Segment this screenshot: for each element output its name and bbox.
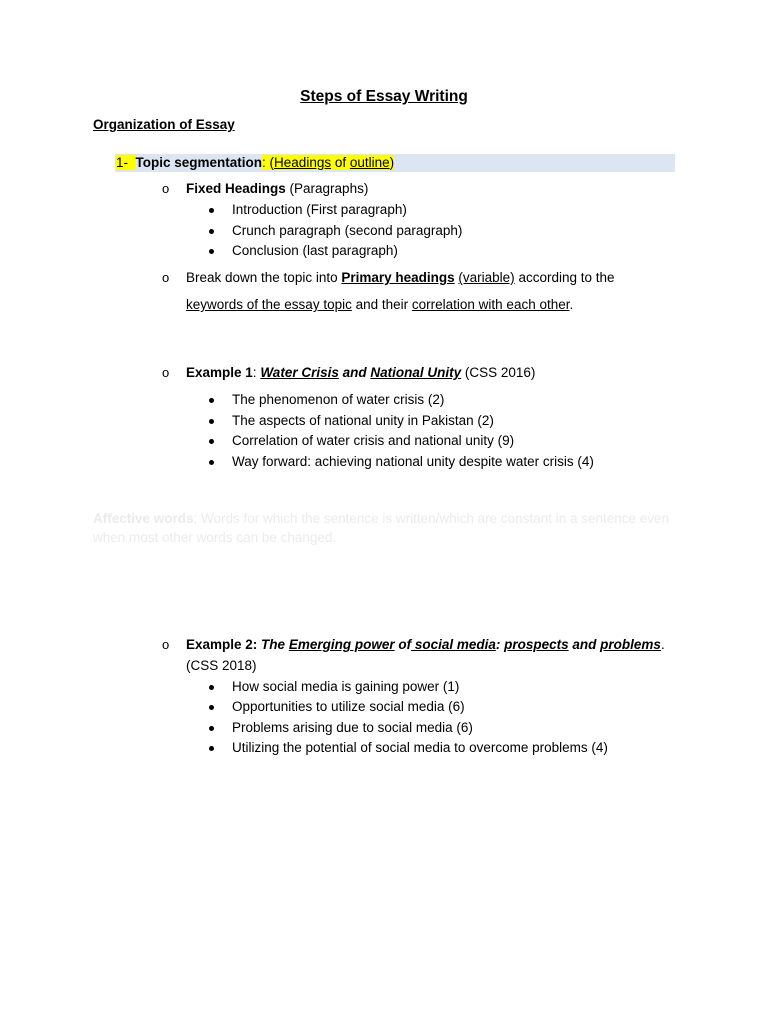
bullet-dot bbox=[209, 726, 214, 731]
period: . bbox=[660, 637, 665, 652]
list-item: Problems arising due to social media (6) bbox=[232, 720, 473, 735]
breakdown-line-2 bbox=[186, 297, 573, 312]
fixed-paren: (Paragraphs) bbox=[285, 181, 369, 196]
colon: : bbox=[495, 637, 505, 652]
bullet-dot bbox=[209, 685, 214, 690]
list-item: How social media is gaining power (1) bbox=[232, 679, 460, 694]
document-subtitle: Organization of Essay bbox=[93, 117, 235, 132]
and-text: and bbox=[338, 365, 371, 380]
list-item: Conclusion (last paragraph) bbox=[232, 243, 398, 258]
example2-label: Example 2: bbox=[186, 637, 262, 652]
correlation-text: correlation with each other bbox=[411, 297, 570, 312]
example2-css: (CSS 2018) bbox=[186, 658, 257, 673]
keywords-text: keywords of the essay topic bbox=[186, 297, 352, 312]
problems: problems bbox=[600, 637, 661, 652]
fixed-headings-line bbox=[186, 181, 368, 196]
list-item: The phenomenon of water crisis (2) bbox=[232, 392, 445, 407]
bullet-dot bbox=[209, 249, 214, 254]
colon: : bbox=[252, 365, 261, 380]
national-unity: National Unity bbox=[370, 365, 462, 380]
of-text: of bbox=[394, 637, 412, 652]
fixed-marker: o bbox=[162, 181, 170, 196]
affective-words-paragraph bbox=[93, 509, 683, 547]
topic-close: ) bbox=[389, 155, 395, 170]
bullet-dot bbox=[209, 705, 214, 710]
bullet-dot bbox=[209, 208, 214, 213]
breakdown-marker: o bbox=[162, 270, 170, 285]
period: . bbox=[569, 297, 574, 312]
topic-of: of bbox=[331, 155, 350, 170]
example1-line bbox=[186, 365, 535, 380]
topic-headings: Headings bbox=[274, 155, 332, 170]
breakdown-line-1 bbox=[186, 270, 615, 285]
breakdown-text: and their bbox=[351, 297, 412, 312]
bullet-dot bbox=[209, 229, 214, 234]
affective-label: Affective words bbox=[93, 511, 194, 526]
bullet-dot bbox=[209, 419, 214, 424]
topic-label: Topic segmentation bbox=[135, 155, 263, 170]
topic-number: 1- bbox=[116, 155, 129, 170]
breakdown-text: Break down the topic into bbox=[186, 270, 342, 285]
example2-marker: o bbox=[162, 637, 170, 652]
and-text: and bbox=[568, 637, 601, 652]
list-item: The aspects of national unity in Pakistan (2) bbox=[232, 413, 494, 428]
fixed-label: Fixed Headings bbox=[186, 181, 286, 196]
document-title: Steps of Essay Writing bbox=[300, 88, 468, 105]
affective-text: : Words for which the sentence is written/which are constant in a sentence even when most other words can be changed. bbox=[93, 511, 670, 545]
bullet-dot bbox=[209, 460, 214, 465]
variable-text: (variable) bbox=[458, 270, 515, 285]
example1-label: Example 1 bbox=[186, 365, 253, 380]
prospects: prospects bbox=[504, 637, 569, 652]
social-media: social media bbox=[411, 637, 496, 652]
topic-outline: outline bbox=[349, 155, 390, 170]
bullet-dot bbox=[209, 439, 214, 444]
topic-segmentation-line bbox=[116, 154, 394, 172]
list-item: Correlation of water crisis and national unity (9) bbox=[232, 433, 515, 448]
topic-colon: : ( bbox=[262, 155, 275, 170]
breakdown-text: according to the bbox=[514, 270, 615, 285]
the-text: The bbox=[261, 637, 289, 652]
list-item: Way forward: achieving national unity despite water crisis (4) bbox=[232, 454, 594, 469]
primary-headings: Primary headings bbox=[341, 270, 455, 285]
example1-marker: o bbox=[162, 365, 170, 380]
example1-css: (CSS 2016) bbox=[461, 365, 536, 380]
list-item: Crunch paragraph (second paragraph) bbox=[232, 223, 463, 238]
water-crisis: Water Crisis bbox=[260, 365, 339, 380]
list-item: Utilizing the potential of social media to overcome problems (4) bbox=[232, 740, 608, 755]
list-item: Introduction (First paragraph) bbox=[232, 202, 407, 217]
list-item: Opportunities to utilize social media (6) bbox=[232, 699, 465, 714]
bullet-dot bbox=[209, 746, 214, 751]
bullet-dot bbox=[209, 398, 214, 403]
example2-line bbox=[186, 637, 665, 652]
emerging-power: Emerging power bbox=[288, 637, 395, 652]
